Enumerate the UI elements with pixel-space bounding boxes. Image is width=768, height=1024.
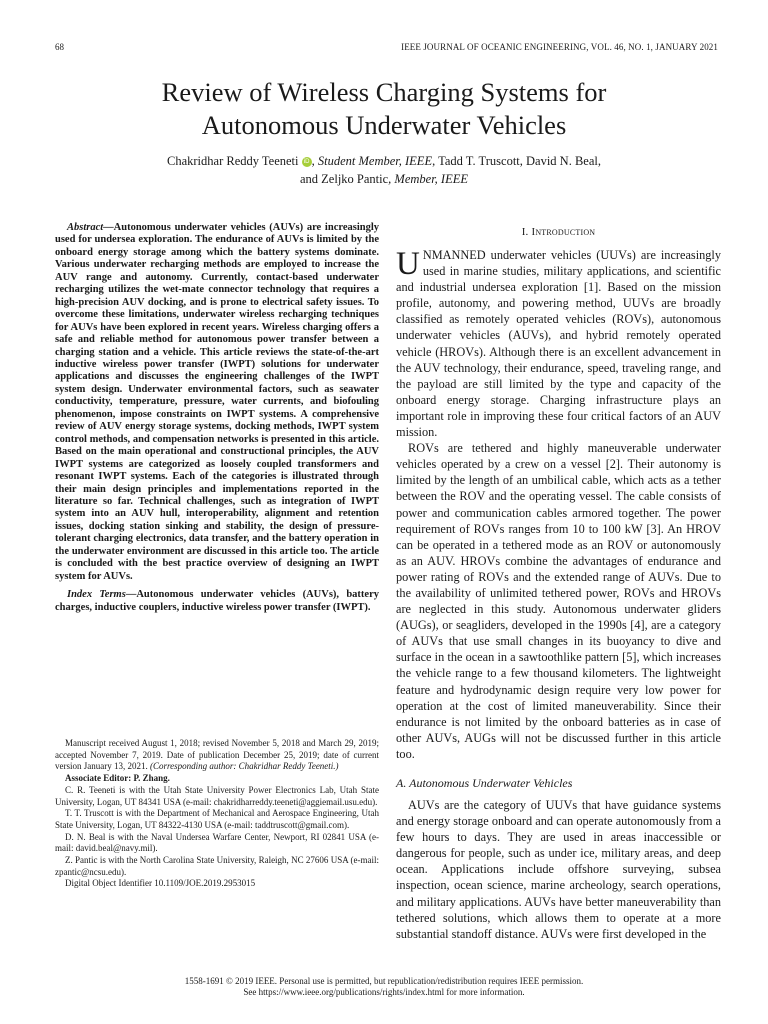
author-list (0, 152, 768, 188)
section-title: Introduction (531, 226, 596, 238)
index-terms-label: Index Terms (67, 589, 126, 601)
copyright-line-1: 1558-1691 © 2019 IEEE. Personal use is permitted, but republication/redistribution requires IEEE permission. (184, 976, 584, 986)
orcid-icon[interactable]: iD (302, 157, 312, 167)
right-column (396, 222, 721, 942)
intro-paragraph-1 (396, 247, 721, 440)
title-line-1: Review of Wireless Charging Systems for (161, 77, 607, 107)
section-heading-introduction (396, 226, 721, 238)
title-line-2: Autonomous Underwater Vehicles (201, 110, 567, 140)
associate-editor: Associate Editor: P. Zhang. (65, 773, 170, 784)
page-number: 68 (55, 42, 64, 52)
copyright-line-2: See https://www.ieee.org/publications/rights/index.html for more information. (243, 987, 525, 997)
index-terms (55, 589, 379, 614)
abstract-text: —Autonomous underwater vehicles (AUVs) are increasingly used for undersea exploration. The endurance of AUVs is limited by the onboard energy storage among which the battery systems dominate. Various underwater recharging methods are employed to increase the AUV range and autonomy. Currently, contact-based underwater recharging utilizes the wet-mate connector technology that requires a high-precision AUV docking, and is prone to electrical safety issues. To overcome these limitations, underwater wireless recharging techniques for AUVs have been explored in recent years. Wireless charging offers a safe and reliable method for autonomous power transfer between a charging station and a vehicle. This article reviews the state-of-the-art inductive wireless power transfer (IWPT) solutions for underwater applications and discusses the engineering challenges of the IWPT system design. Underwater environmental factors, such as seawater conductivity, temperature, pressure, water currents, and biofouling phenomenon, impose constraints on IWPT systems. A comprehensive review of AUV energy storage systems, docking methods, IWPT system control methods, and compensation networks is presented in this article. Based on the main operational and constructional principles, the AUV IWPT systems are categorized as loosely coupled transformers and resonant IWPT systems. Each of the categories is illustrated through their main design principles and implementations reported in the literature so far. Technical challenges, such as integration of IWPT system into an AUV hull, interoperability, alignment and retention issues, docking station sinking and stability, the design of pressure-tolerant charging electronics, data transfer, and the battery operation in the underwater environment are discussed in this article too. The article is concluded with the best practice overview of designing an IWPT system for AUVs. (55, 222, 379, 582)
received-text: Manuscript received August 1, 2018; revised November 5, 2018 and March 29, 2019; accepted November 7, 2019. Date of publication December 25, 2019; date of current version January 13, 2021. (55, 738, 379, 772)
affiliation-truscott: T. T. Truscott is with the Department of Mechanical and Aerospace Engineering, Utah State University, Logan, UT 84322-4130 USA (e-mail: taddtruscott@gmail.com). (55, 808, 379, 830)
coauthors: , Tadd T. Truscott, David N. Beal, (432, 154, 601, 168)
abstract-label: Abstract (67, 222, 104, 233)
abstract (55, 222, 379, 583)
first-author: Chakridhar Reddy Teeneti (167, 154, 299, 168)
intro-paragraph-2: ROVs are tethered and highly maneuverable underwater vehicles operated by a crew on a vessel [2]. Their autonomy is limited by the length of an umbilical cable, which acts as a tether between the ROV and the operating vessel. The cable consists of power and communication cables armored together. The power requirement of ROVs ranges from 10 to 100 kW [3]. An HROV can be operated in a tethered mode as an ROV or autonomously as an AUV. HROVs combine the advantages of endurance and power rating of ROVs and the extended range of AUVs. Due to the availability of unlimited tethered power, ROVs and HROVs are neglected in this study. Autonomous underwater gliders (AUGs), or seagliders, developed in the 1990s [4], are a category of AUVs that use small changes in its buoyancy to dive and surface in the ocean in a sawtoothlike pattern [5], which increases the vehicle range to a few thousand kilometers. The lightweight feature and hydrodynamic design require very low power for operation at the cost of limited maneuverability. Since their endurance is not limited by the onboard batteries as in case of other AUVs, AUGs will not be discussed further in this article too. (396, 441, 721, 761)
doi: Digital Object Identifier 10.1109/JOE.2019.2953015 (65, 878, 256, 889)
section-number: I. (521, 226, 532, 238)
intro-paragraph-3: AUVs are the category of UUVs that have guidance systems and energy storage onboard and can operate autonomously from a few hours to days. They are used in areas inaccessible or dangerous for people, such as under ice, military areas, and deep ocean. Applications include offshore surveying, subsea inspection, ocean science, marine archeology, search operations, and military applications. AUVs have better maneuverability than tethered solutions, which allows them to operate at a more substantial standoff distance. AUVs were first developed in the (396, 798, 721, 941)
affiliation-pantic: Z. Pantic is with the North Carolina State University, Raleigh, NC 27606 USA (e-mail: zpantic@ncsu.edu). (55, 855, 379, 877)
corresponding-author: (Corresponding author: Chakridhar Reddy Teeneti.) (149, 761, 339, 772)
left-column (55, 222, 379, 614)
affiliation-beal: D. N. Beal is with the Naval Undersea Warfare Center, Newport, RI 02841 USA (e-mail: david.beal@navy.mil). (55, 831, 379, 854)
index-terms-text: —Autonomous underwater vehicles (AUVs), battery charges, inductive couplers, inductive wireless power transfer (IWPT). (55, 589, 379, 613)
drop-cap: U (396, 246, 420, 282)
intro-paragraph-1-text: NMANNED underwater vehicles (UUVs) are increasingly used in marine studies, military applications, and scientific and industrial undersea exploration [1]. Based on the mission profile, autonomy, and powering method, UUVs are broadly classified as remotely operated vehicles (ROVs), autonomous underwater vehicles (AUVs), and hybrid remotely operated vehicle (HROVs). Although there is an excellent advancement in the AUV technology, their endurance, speed, traveling range, and the payload are still limited by the type and capacity of the onboard energy storage. Charging infrastructure plays an important role in improving these four critical factors of an AUV mission. (396, 248, 721, 440)
copyright-notice (0, 976, 768, 998)
last-author: and Zeljko Pantic (299, 172, 389, 186)
footnote (55, 738, 379, 890)
last-author-role: , Member, IEEE (388, 172, 468, 186)
journal-header: IEEE JOURNAL OF OCEANIC ENGINEERING, VOL. 46, NO. 1, JANUARY 2021 (401, 42, 718, 52)
manuscript-dates (55, 738, 379, 773)
affiliation-teeneti: C. R. Teeneti is with the Utah State University Power Electronics Lab, Utah State University, Logan, UT 84341 USA (e-mail: chakridharreddy.teeneti@aggiemail.usu.edu). (55, 784, 379, 807)
subsection-heading-auv: A. Autonomous Underwater Vehicles (396, 776, 573, 790)
paper-title (0, 76, 768, 142)
first-author-role: , Student Member, IEEE (311, 154, 433, 168)
